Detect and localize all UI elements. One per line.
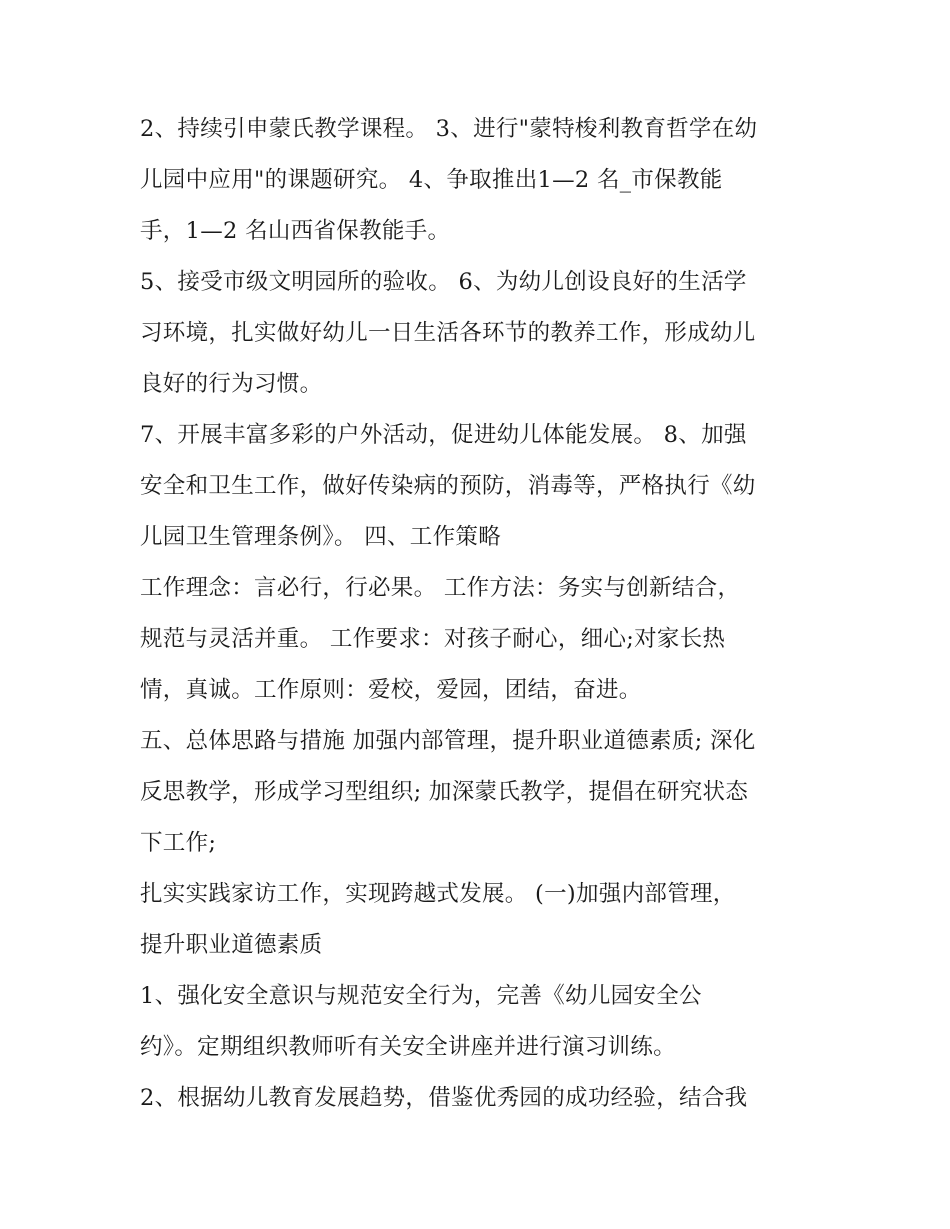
text-line: 工作理念：言必行，行必果。 工作方法：务实与创新结合， <box>140 575 741 601</box>
text-line: 7、开展丰富多彩的户外活动，促进幼儿体能发展。 8、加强 <box>140 422 747 448</box>
text-line: 提升职业道德素质 <box>140 932 323 958</box>
text-line: 习环境，扎实做好幼儿一日生活各环节的教养工作，形成幼儿 <box>140 320 756 346</box>
text-line: 扎实实践家访工作，实现跨越式发展。 (一)加强内部管理， <box>140 881 736 907</box>
text-line: 安全和卫生工作，做好传染病的预防，消毒等，严格执行《幼 <box>140 473 756 499</box>
document-page <box>140 104 820 1124</box>
text-line: 手，1—2 名山西省保教能手。 <box>140 218 451 244</box>
text-line: 良好的行为习惯。 <box>140 371 323 397</box>
text-line: 反思教学，形成学习型组织; 加深蒙氏教学，提倡在研究状态 <box>140 779 749 805</box>
text-line: 5、接受市级文明园所的验收。 6、为幼儿创设良好的生活学 <box>140 269 747 295</box>
text-line: 儿园卫生管理条例》。 四、工作策略 <box>140 524 502 550</box>
text-line: 儿园中应用"的课题研究。 4、争取推出1—2 名_市保教能 <box>140 167 723 193</box>
paragraph-goals-2-4 <box>140 104 820 257</box>
paragraph-work-strategy <box>140 563 820 716</box>
paragraph-overall-approach <box>140 716 820 869</box>
paragraph-trends <box>140 1073 820 1124</box>
text-line: 约》。定期组织教师听有关安全讲座并进行演习训练。 <box>140 1034 676 1060</box>
text-line: 1、强化安全意识与规范安全行为，完善《幼儿园安全公 <box>140 983 702 1009</box>
text-line: 情，真诚。工作原则：爱校，爱园，团结，奋进。 <box>140 677 642 703</box>
text-line: 五、总体思路与措施 加强内部管理，提升职业道德素质; 深化 <box>140 728 756 754</box>
text-line: 2、持续引申蒙氏教学课程。 3、进行"蒙特梭利教育哲学在幼 <box>140 116 758 142</box>
text-line: 下工作; <box>140 830 217 856</box>
text-line: 2、根据幼儿教育发展趋势，借鉴优秀园的成功经验，结合我 <box>140 1085 748 1111</box>
text-line: 规范与灵活并重。 工作要求：对孩子耐心，细心;对家长热 <box>140 626 726 652</box>
paragraph-goals-5-6 <box>140 257 820 410</box>
paragraph-safety <box>140 971 820 1073</box>
paragraph-home-visits <box>140 869 820 971</box>
paragraph-goals-7-8 <box>140 410 820 563</box>
